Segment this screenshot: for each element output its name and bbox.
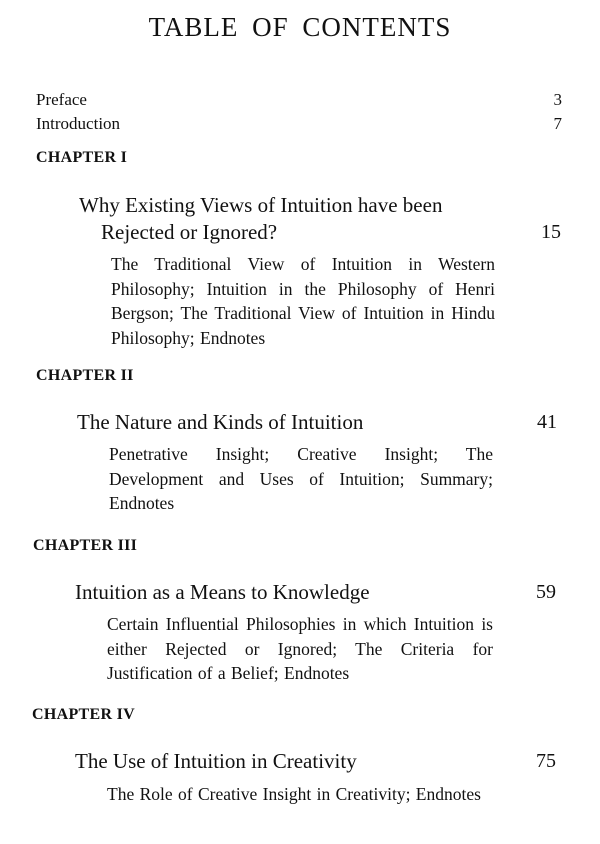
chapter-3-heading: CHAPTER III [33, 537, 138, 554]
chapter-4-page: 75 [536, 750, 556, 772]
chapter-3-summary: Certain Influential Philosophies in which Intuition is either Rejected or Ignored; The Criteria for Justification of a Belief; Endnotes [107, 614, 493, 683]
chapter-3-title: Intuition as a Means to Knowledge [75, 580, 370, 604]
toc-entry-introduction-label: Introduction [36, 114, 121, 133]
chapter-1-title-line-2: Rejected or Ignored? [101, 220, 278, 244]
chapter-4-title: The Use of Intuition in Creativity [75, 749, 357, 773]
chapter-4-heading: CHAPTER IV [32, 706, 136, 723]
chapter-4-summary: The Role of Creative Insight in Creativity; Endnotes [107, 784, 481, 804]
toc-entry-preface-label: Preface [36, 90, 87, 109]
toc-entry-preface-page: 3 [553, 90, 562, 109]
chapter-1-summary: The Traditional View of Intuition in Western Philosophy; Intuition in the Philosophy of Henri Bergson; The Traditional View of Intuition in Hindu Philosophy; Endnotes [111, 254, 495, 348]
chapter-2-title: The Nature and Kinds of Intuition [77, 410, 364, 434]
chapter-2-summary: Penetrative Insight; Creative Insight; The Development and Uses of Intuition; Summary; Endnotes [109, 444, 493, 513]
chapter-1-title-line-1: Why Existing Views of Intuition have been [79, 193, 443, 217]
chapter-2-heading: CHAPTER II [36, 367, 134, 384]
chapter-2-page: 41 [537, 411, 557, 433]
chapter-1-heading: CHAPTER I [36, 149, 128, 166]
toc-entry-introduction-page: 7 [553, 114, 562, 133]
chapter-3-page: 59 [536, 581, 556, 603]
chapter-1-page: 15 [541, 221, 561, 243]
page-title: TABLE OF CONTENTS [148, 12, 452, 42]
